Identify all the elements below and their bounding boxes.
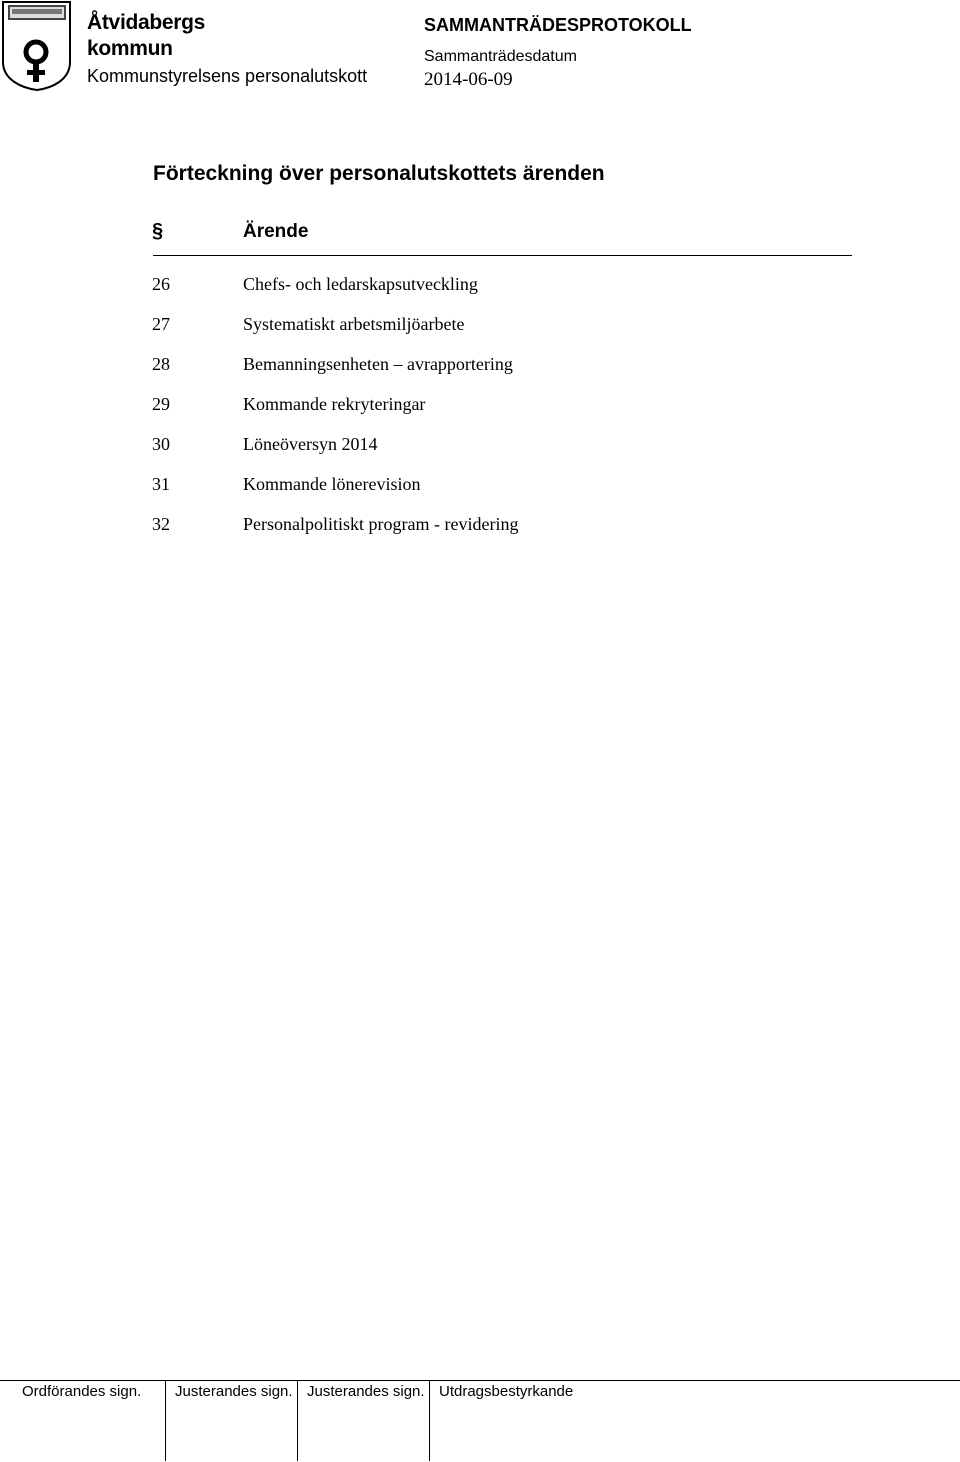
- paragraph-column-header: §: [152, 220, 164, 242]
- adjuster-signature-field: Justerandes sign.: [165, 1381, 303, 1461]
- item-number: 32: [152, 514, 170, 534]
- item-number: 30: [152, 434, 170, 454]
- item-number: 31: [152, 474, 170, 494]
- list-item: [0, 354, 960, 394]
- meeting-date-label: Sammanträdesdatum: [424, 48, 577, 65]
- item-text: Kommande lönerevision: [243, 474, 421, 494]
- item-text: Kommande rekryteringar: [243, 394, 426, 414]
- chair-signature-field: Ordförandes sign.: [22, 1383, 142, 1400]
- list-item: [0, 274, 960, 314]
- item-number: 27: [152, 314, 170, 334]
- list-item: [0, 434, 960, 474]
- item-number: 28: [152, 354, 170, 374]
- extract-certification-field: Utdragsbestyrkande: [429, 1381, 639, 1461]
- document-type: SAMMANTRÄDESPROTOKOLL: [424, 15, 692, 35]
- list-item: [0, 514, 960, 554]
- list-item: [0, 474, 960, 514]
- matters-list: [0, 274, 960, 554]
- signature-footer: [0, 1380, 960, 1462]
- item-text: Systematiskt arbetsmiljöarbete: [243, 314, 465, 334]
- coat-of-arms-logo: [0, 0, 76, 92]
- header-divider: [153, 255, 852, 256]
- committee-name: Kommunstyrelsens personalutskott: [87, 66, 368, 86]
- item-number: 26: [152, 274, 170, 294]
- item-text: Chefs- och ledarskapsutveckling: [243, 274, 478, 294]
- item-number: 29: [152, 394, 170, 414]
- item-text: Personalpolitiskt program - revidering: [243, 514, 519, 534]
- matter-column-header: Ärende: [243, 221, 309, 242]
- list-item: [0, 394, 960, 434]
- adjuster-signature-field: Justerandes sign.: [297, 1381, 435, 1461]
- item-text: Löneöversyn 2014: [243, 434, 378, 454]
- meeting-date: 2014-06-09: [424, 69, 513, 90]
- page-title: Förteckning över personalutskottets ärenden: [153, 162, 605, 185]
- list-item: [0, 314, 960, 354]
- org-name-line1: Åtvidabergs: [87, 11, 206, 34]
- org-name-line2: kommun: [87, 37, 173, 60]
- item-text: Bemanningsenheten – avrapportering: [243, 354, 513, 374]
